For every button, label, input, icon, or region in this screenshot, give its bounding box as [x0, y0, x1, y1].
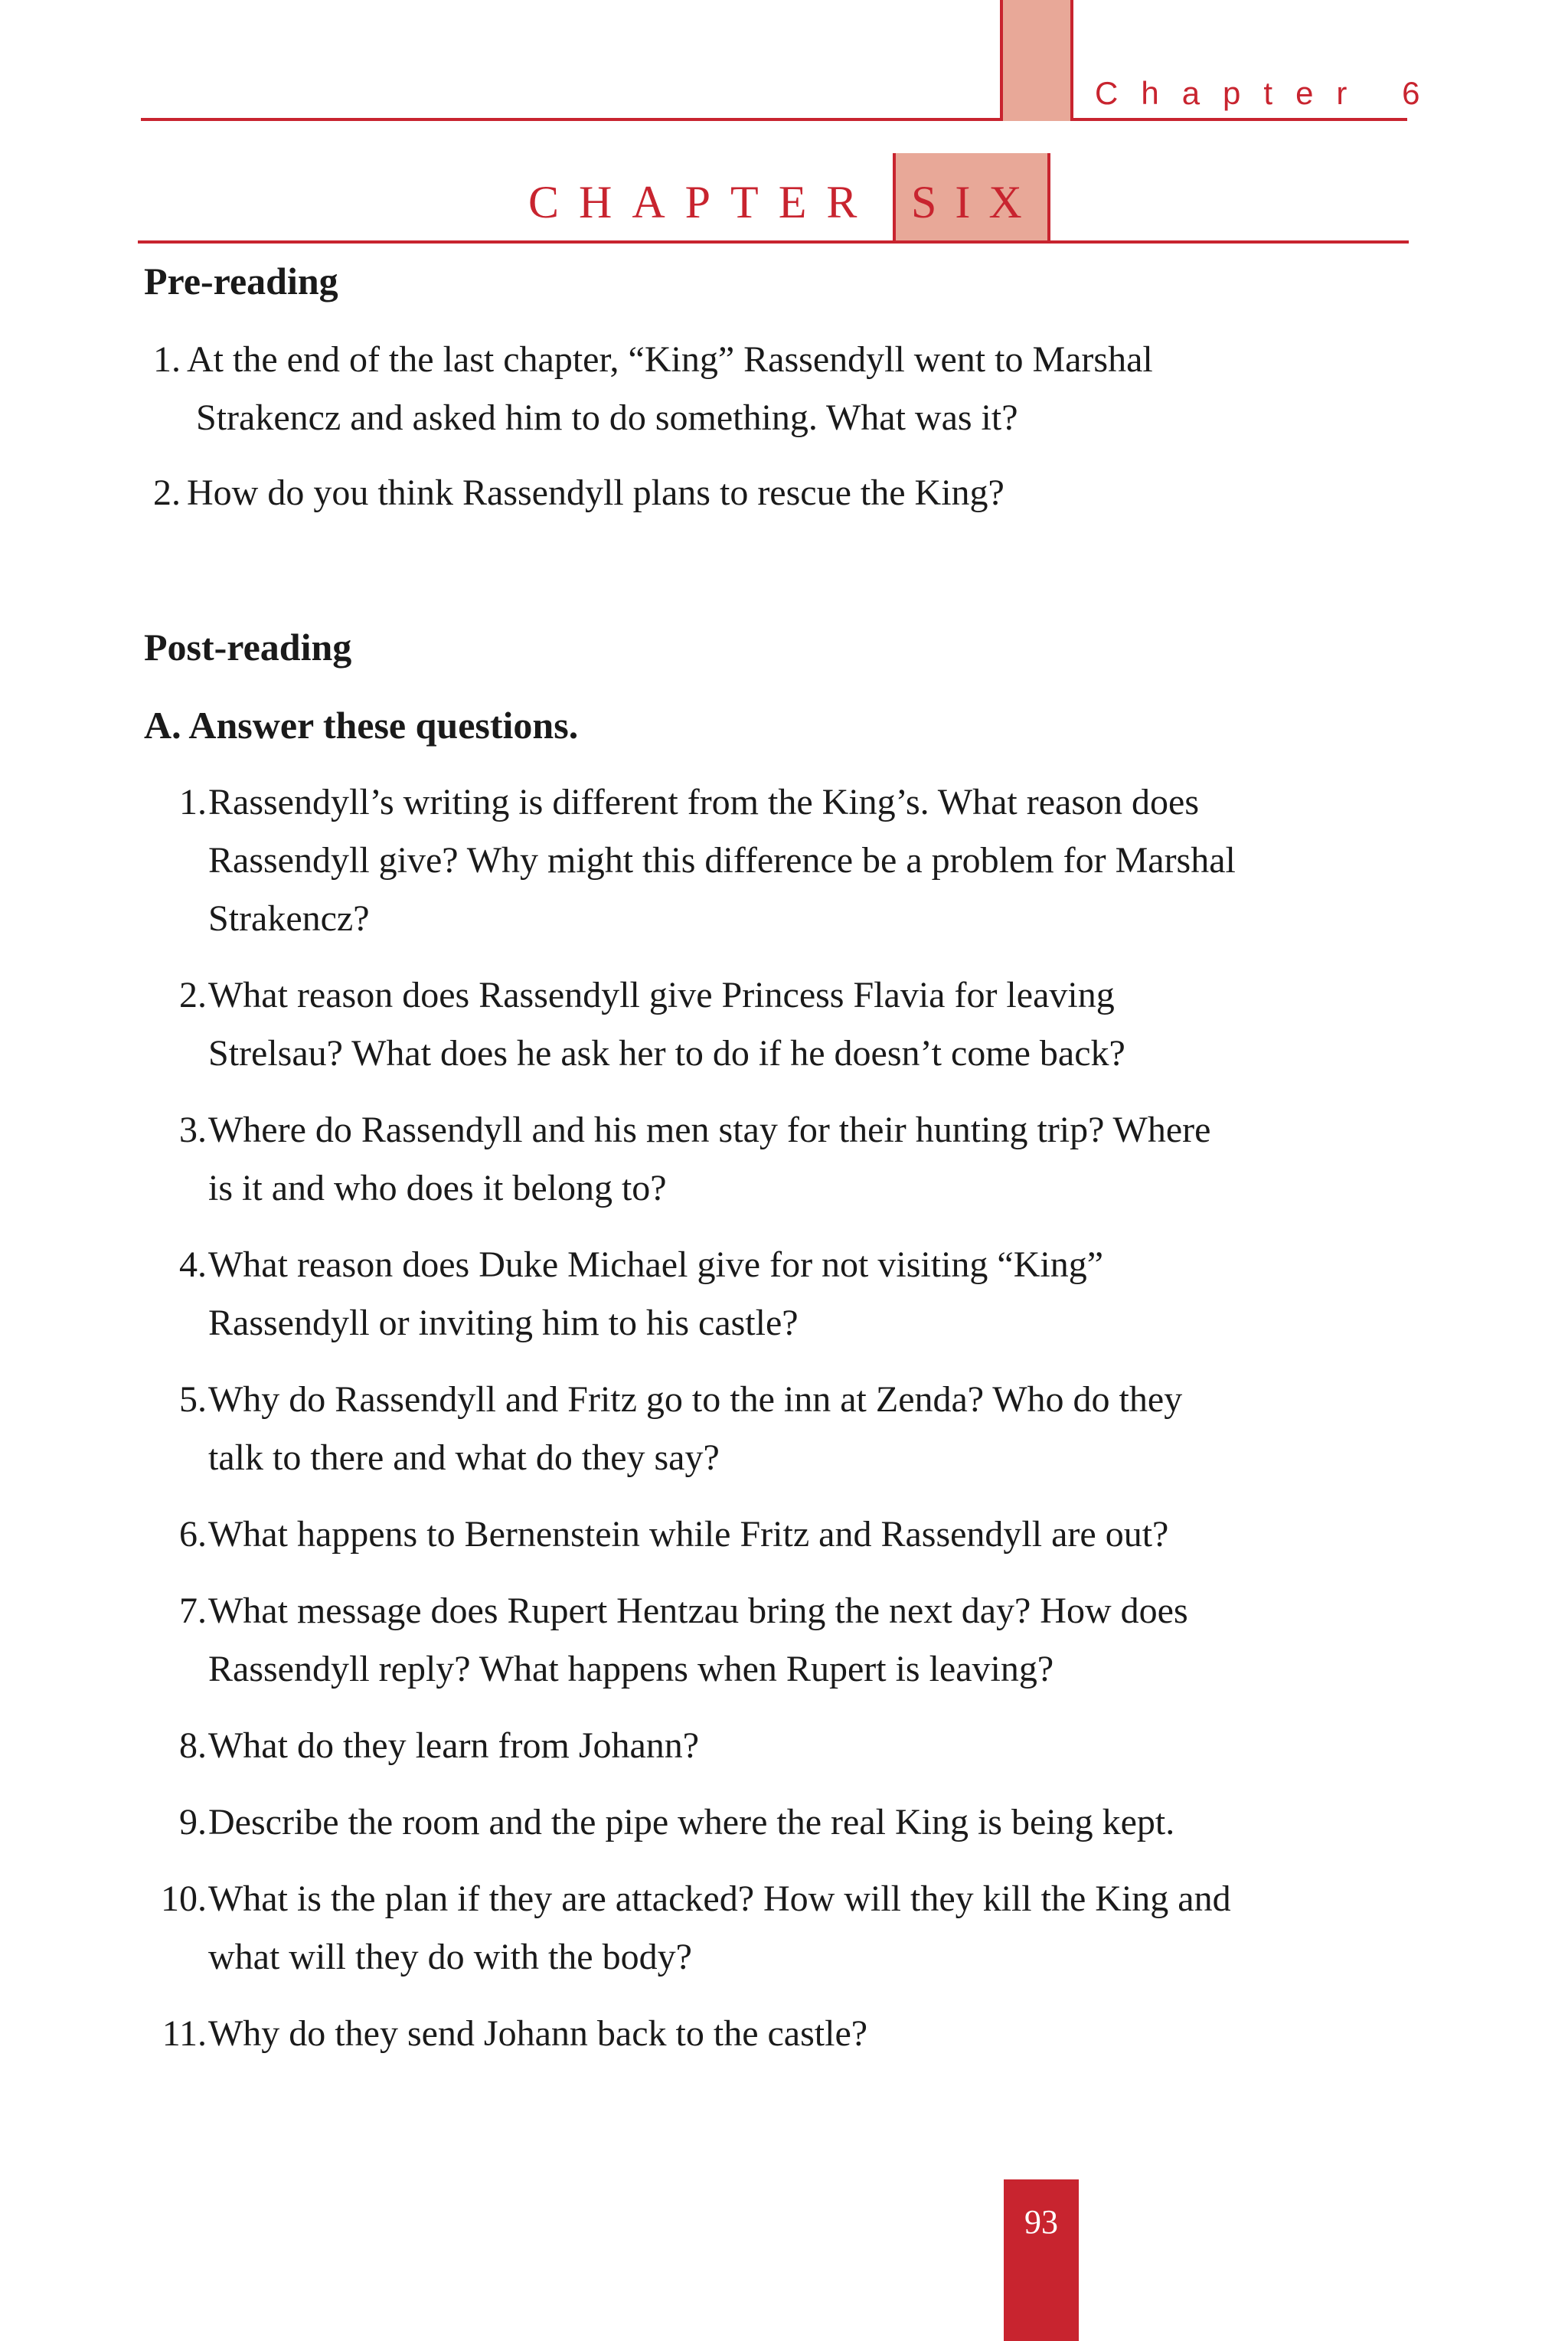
chapter-title-number: SIX [911, 177, 1040, 227]
question-number: 2. [153, 472, 181, 513]
question-line: What happens to Bernenstein while Fritz and Rassendyll are out? [208, 1514, 1169, 1555]
question-line: What reason does Rassendyll give Princess Flavia for leaving [208, 975, 1115, 1015]
question-line: Strakencz? [208, 898, 370, 939]
chapter-title-rule [138, 240, 1409, 244]
header-rule [1073, 118, 1407, 121]
question-line: Why do Rassendyll and Fritz go to the inn at Zenda? Who do they [208, 1379, 1183, 1420]
question-line: Rassendyll’s writing is different from the King’s. What reason does [208, 782, 1200, 822]
question-line: What reason does Duke Michael give for not visiting “King” [208, 1244, 1104, 1285]
question-number: 11. [162, 2013, 207, 2054]
question-number: 9. [179, 1802, 207, 1842]
question-number: 6. [179, 1514, 207, 1555]
question-number: 1. [153, 339, 181, 380]
question-line: Strakencz and asked him to do something. What was it? [196, 397, 1018, 438]
question-line: Describe the room and the pipe where the real King is being kept. [208, 1802, 1175, 1842]
question-number: 4. [179, 1244, 207, 1285]
question-line: Rassendyll reply? What happens when Rupert is leaving? [208, 1649, 1054, 1689]
question-line: Rassendyll or inviting him to his castle? [208, 1303, 799, 1343]
pre-reading-heading: Pre-reading [144, 260, 338, 302]
question-number: 1. [179, 782, 207, 822]
question-line: What message does Rupert Hentzau bring the next day? How does [208, 1591, 1188, 1631]
chapter-title-word: CHAPTER [528, 177, 877, 227]
question-number: 8. [179, 1725, 207, 1766]
question-line: is it and who does it belong to? [208, 1168, 667, 1208]
question-number: 3. [179, 1110, 207, 1150]
section-a-heading: A. Answer these questions. [144, 704, 579, 747]
running-head: Chapter 6 [1095, 75, 1443, 111]
question-line: What do they learn from Johann? [208, 1725, 700, 1766]
question-line: How do you think Rassendyll plans to rescue the King? [187, 472, 1004, 513]
header-rule [141, 118, 1000, 121]
question-number: 5. [179, 1379, 207, 1420]
question-line: At the end of the last chapter, “King” Rassendyll went to Marshal [187, 339, 1153, 380]
question-line: Rassendyll give? Why might this difference be a problem for Marshal [208, 840, 1236, 881]
question-line: Strelsau? What does he ask her to do if he doesn’t come back? [208, 1033, 1125, 1074]
page-number: 93 [1024, 2203, 1058, 2241]
question-number: 10. [161, 1878, 207, 1919]
question-number: 7. [179, 1591, 207, 1631]
post-reading-heading: Post-reading [144, 626, 352, 669]
question-line: Where do Rassendyll and his men stay for their hunting trip? Where [208, 1110, 1211, 1150]
question-number: 2. [179, 975, 207, 1015]
question-line: Why do they send Johann back to the castle? [208, 2013, 868, 2054]
question-line: talk to there and what do they say? [208, 1437, 720, 1478]
header-tab [1000, 0, 1073, 121]
question-line: What is the plan if they are attacked? How will they kill the King and [208, 1878, 1231, 1919]
question-line: what will they do with the body? [208, 1937, 692, 1977]
